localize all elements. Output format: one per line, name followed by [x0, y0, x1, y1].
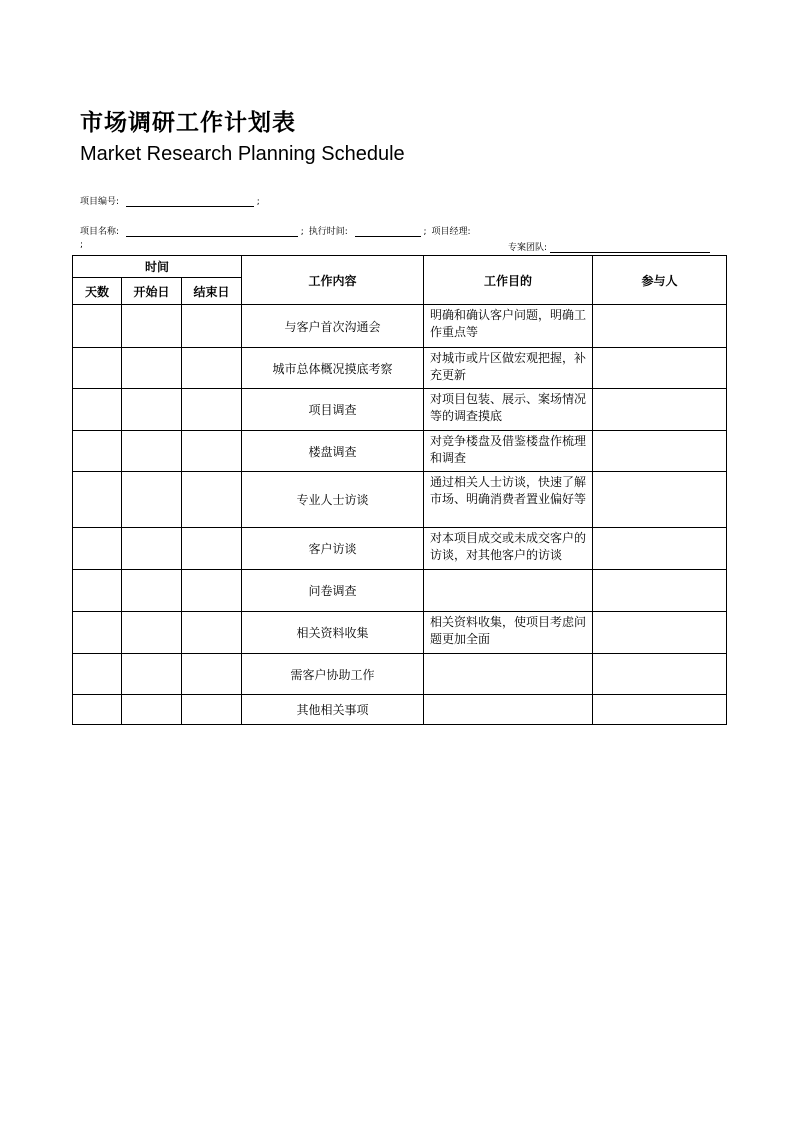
table-row: [73, 528, 727, 570]
days-cell[interactable]: [73, 528, 122, 570]
content-cell: 需客户协助工作: [242, 654, 424, 695]
end-date-cell[interactable]: [182, 695, 242, 725]
time-header: 时间: [73, 256, 242, 278]
team-field: [508, 240, 710, 253]
end-date-cell[interactable]: [182, 431, 242, 472]
start-date-cell[interactable]: [122, 305, 182, 348]
content-cell: 楼盘调查: [242, 431, 424, 472]
end-date-cell[interactable]: [182, 305, 242, 348]
days-cell[interactable]: [73, 472, 122, 528]
start-date-cell[interactable]: [122, 612, 182, 654]
separator: ;: [256, 197, 260, 207]
participants-cell[interactable]: [593, 305, 727, 348]
table-row: [73, 389, 727, 431]
content-header: 工作内容: [242, 256, 424, 305]
page-title-cn: 市场调研工作计划表: [80, 110, 296, 136]
content-cell: 专业人士访谈: [242, 472, 424, 528]
table-row: [73, 654, 727, 695]
purpose-header: 工作目的: [424, 256, 593, 305]
start-date-cell[interactable]: [122, 654, 182, 695]
days-cell[interactable]: [73, 695, 122, 725]
table-row: [73, 612, 727, 654]
purpose-cell: 对本项目成交或未成交客户的访谈，对其他客户的访谈: [424, 528, 593, 570]
table-row: [73, 472, 727, 528]
participants-cell[interactable]: [593, 570, 727, 612]
content-cell: 其他相关事项: [242, 695, 424, 725]
start-date-cell[interactable]: [122, 528, 182, 570]
participants-cell[interactable]: [593, 528, 727, 570]
purpose-cell: 对项目包装、展示、案场情况等的调查摸底: [424, 389, 593, 431]
schedule-table: [72, 255, 727, 725]
content-cell: 城市总体概况摸底考察: [242, 348, 424, 389]
start-date-cell[interactable]: [122, 389, 182, 431]
purpose-cell: 明确和确认客户问题，明确工作重点等: [424, 305, 593, 348]
project-number-blank[interactable]: [126, 197, 254, 207]
end-date-cell[interactable]: [182, 348, 242, 389]
days-cell[interactable]: [73, 612, 122, 654]
purpose-cell: [424, 654, 593, 695]
end-date-cell[interactable]: [182, 389, 242, 431]
end-date-cell[interactable]: [182, 472, 242, 528]
table-row: [73, 348, 727, 389]
end-date-cell[interactable]: [182, 612, 242, 654]
purpose-cell: [424, 695, 593, 725]
project-number-label: 项目编号:: [80, 197, 120, 207]
participants-cell[interactable]: [593, 431, 727, 472]
project-info-field: [80, 224, 470, 237]
end-header: 结束日: [182, 278, 242, 305]
participants-cell[interactable]: [593, 612, 727, 654]
exec-time-blank[interactable]: [355, 227, 421, 237]
table-row: [73, 570, 727, 612]
table-row: [73, 695, 727, 725]
team-blank[interactable]: [550, 243, 710, 253]
days-cell[interactable]: [73, 348, 122, 389]
end-date-cell[interactable]: [182, 528, 242, 570]
content-cell: 相关资料收集: [242, 612, 424, 654]
purpose-cell: 相关资料收集，使项目考虑问题更加全面: [424, 612, 593, 654]
content-cell: 项目调查: [242, 389, 424, 431]
page-title-en: Market Research Planning Schedule: [80, 143, 405, 165]
participants-cell[interactable]: [593, 472, 727, 528]
days-cell[interactable]: [73, 431, 122, 472]
exec-time-label: 执行时间:: [308, 227, 348, 237]
days-cell[interactable]: [73, 389, 122, 431]
project-name-label: 项目名称:: [80, 227, 120, 237]
table-row: [73, 305, 727, 348]
participants-cell[interactable]: [593, 348, 727, 389]
start-date-cell[interactable]: [122, 348, 182, 389]
participants-header: 参与人: [593, 256, 727, 305]
table-row: [73, 431, 727, 472]
start-date-cell[interactable]: [122, 472, 182, 528]
purpose-cell: 通过相关人士访谈，快速了解市场、明确消费者置业偏好等: [424, 472, 593, 528]
start-date-cell[interactable]: [122, 431, 182, 472]
separator: ;: [80, 240, 84, 250]
end-date-cell[interactable]: [182, 654, 242, 695]
days-header: 天数: [73, 278, 122, 305]
content-cell: 客户访谈: [242, 528, 424, 570]
days-cell[interactable]: [73, 305, 122, 348]
purpose-cell: 对城市或片区做宏观把握，补充更新: [424, 348, 593, 389]
project-name-blank[interactable]: [126, 227, 298, 237]
purpose-cell: 对竞争楼盘及借鉴楼盘作梳理和调查: [424, 431, 593, 472]
participants-cell[interactable]: [593, 654, 727, 695]
team-label: 专案团队:: [508, 243, 548, 253]
manager-label: 项目经理:: [431, 227, 471, 237]
days-cell[interactable]: [73, 654, 122, 695]
purpose-cell: [424, 570, 593, 612]
project-number-field: [80, 194, 260, 207]
end-date-cell[interactable]: [182, 570, 242, 612]
content-cell: 与客户首次沟通会: [242, 305, 424, 348]
participants-cell[interactable]: [593, 695, 727, 725]
participants-cell[interactable]: [593, 389, 727, 431]
start-date-cell[interactable]: [122, 695, 182, 725]
start-header: 开始日: [122, 278, 182, 305]
separator: ;: [300, 227, 304, 237]
separator: ;: [423, 227, 427, 237]
content-cell: 问卷调查: [242, 570, 424, 612]
start-date-cell[interactable]: [122, 570, 182, 612]
days-cell[interactable]: [73, 570, 122, 612]
